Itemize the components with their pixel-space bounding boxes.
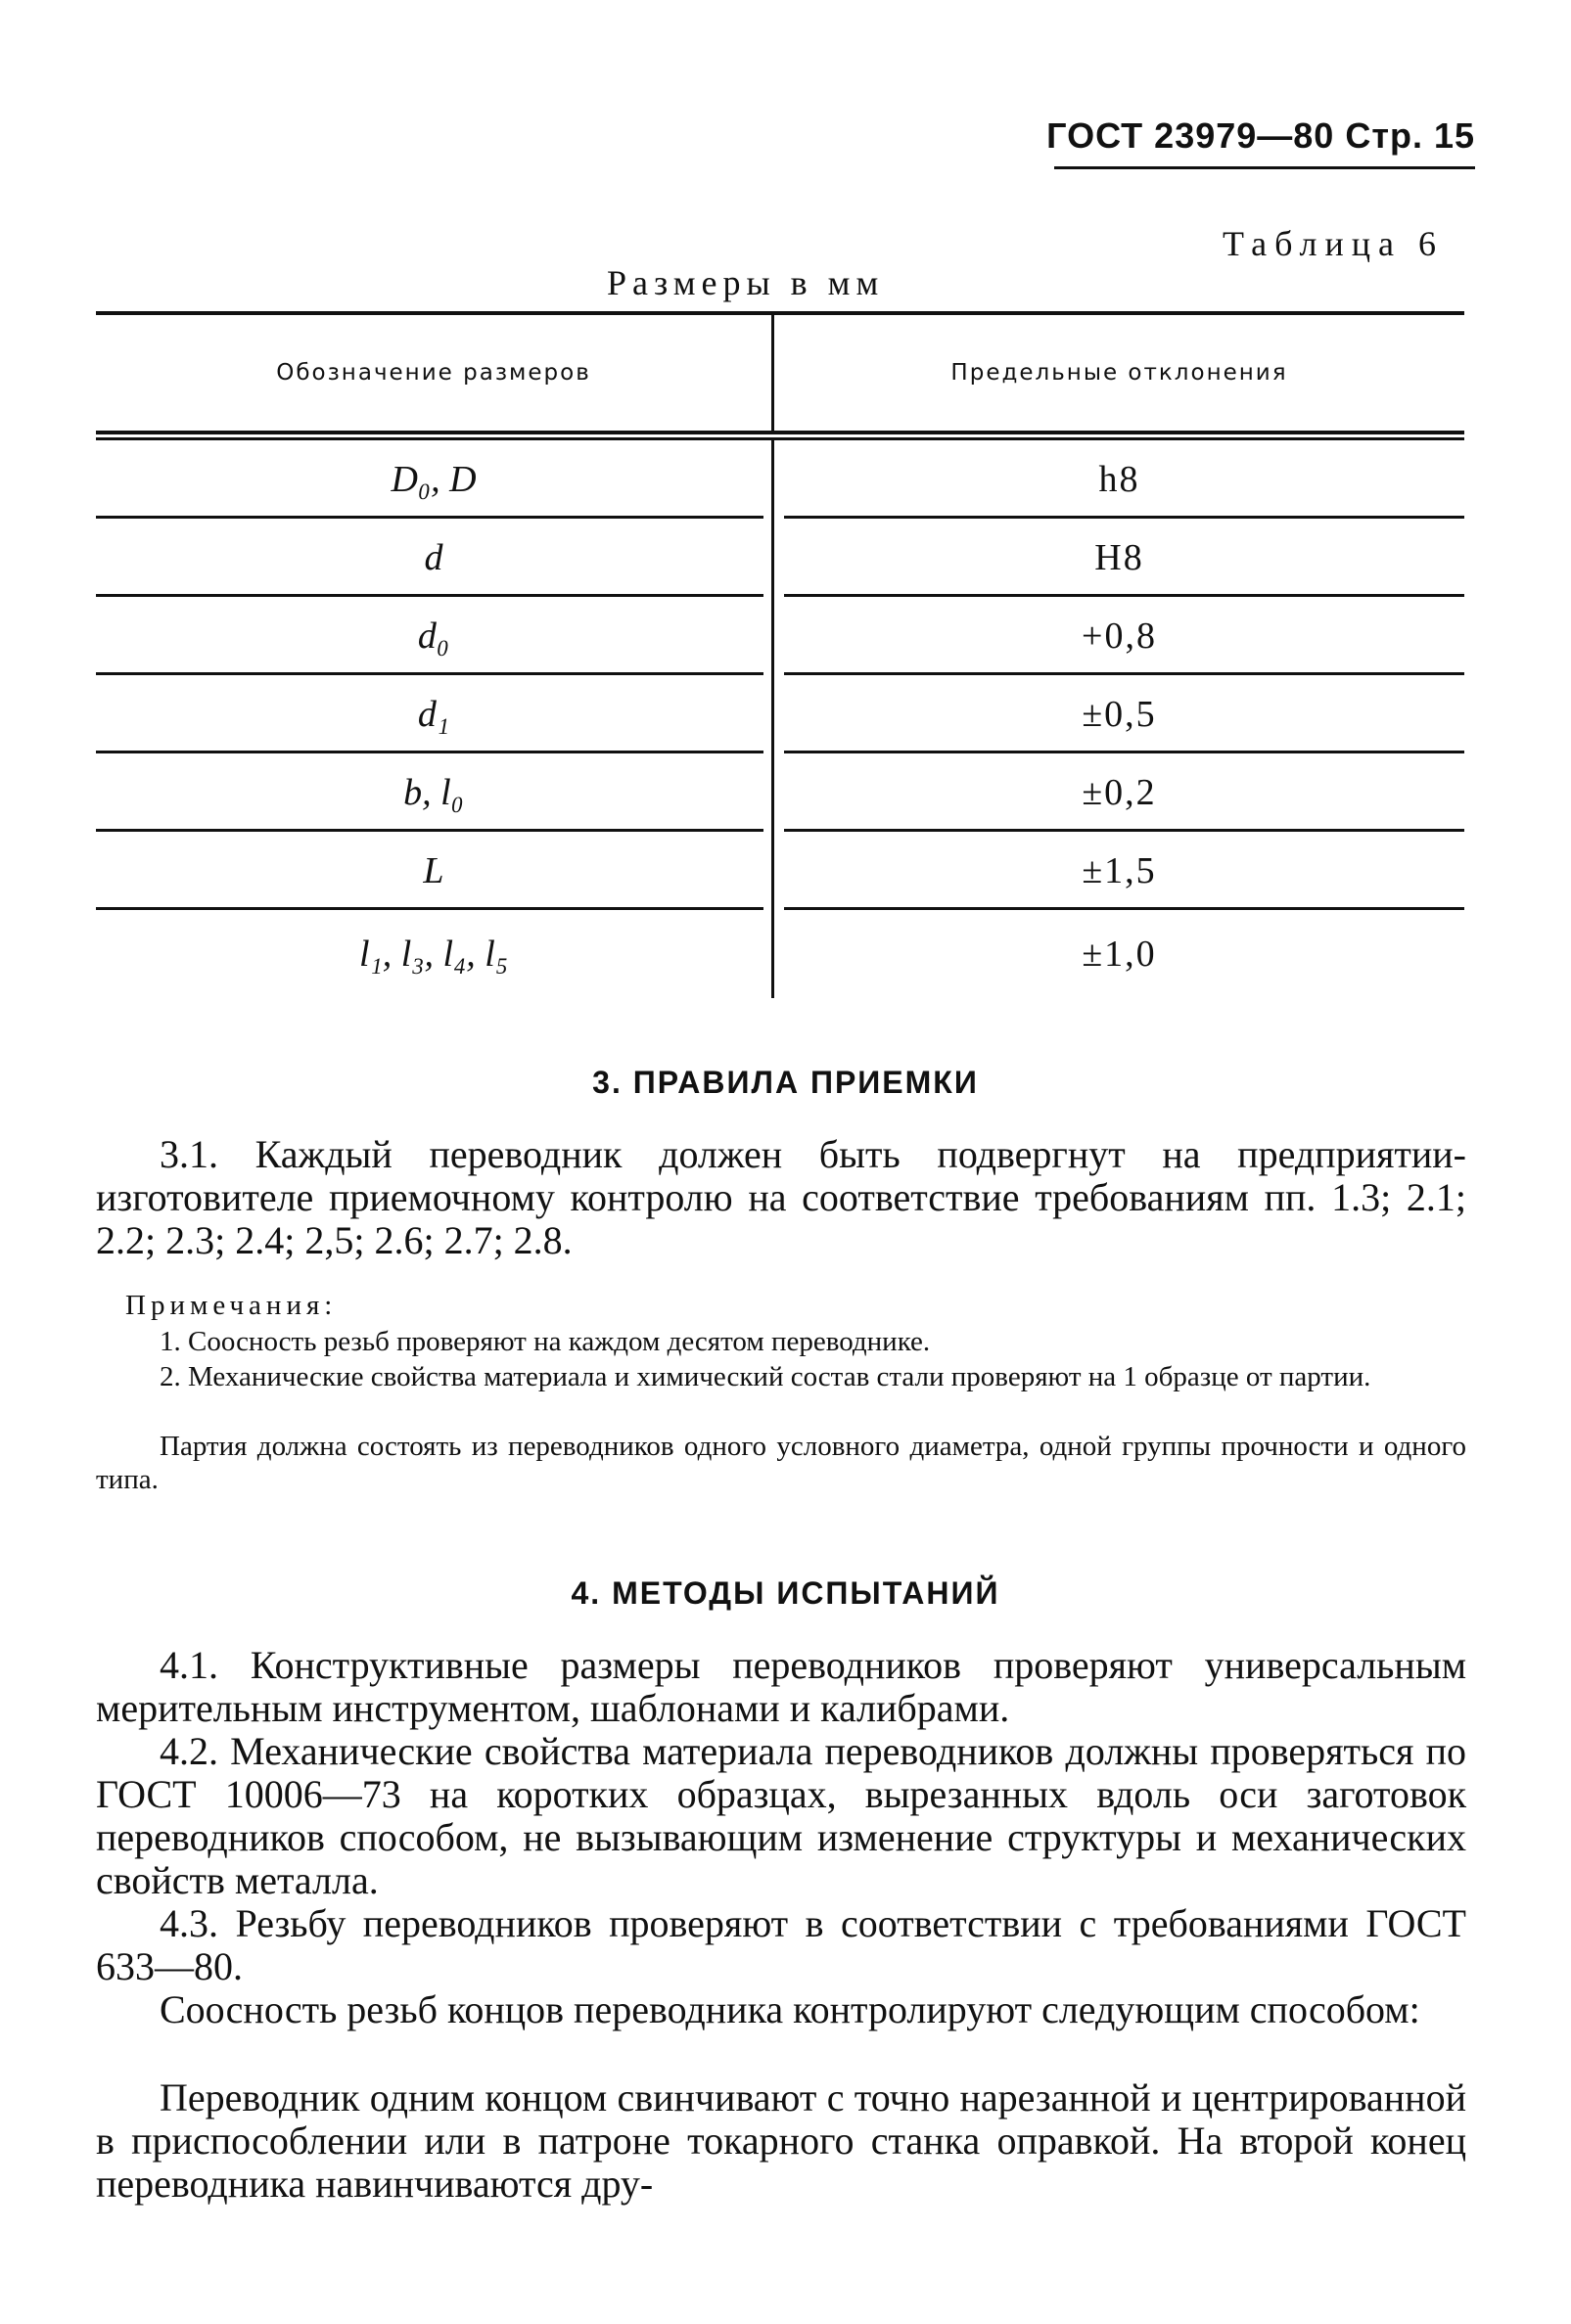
table-row xyxy=(96,519,1464,597)
header-title: ГОСТ 23979—80 Стр. 15 xyxy=(1046,115,1475,156)
cell-dimension: D₀, D xyxy=(96,440,774,519)
cell-dimension: d xyxy=(96,519,774,597)
paragraph-4-3: 4.3. Резьбу переводников проверяют в соответствии с требованиями ГОСТ 633—80. xyxy=(96,1901,1466,1988)
table-row xyxy=(96,675,1464,753)
cell-tolerance: ±0,5 xyxy=(1082,694,1157,735)
table-row xyxy=(96,597,1464,675)
table-label: Таблица 6 xyxy=(1223,224,1444,263)
paragraph-4-1: 4.1. Конструктивные размеры переводников проверяют универсальным мерительным инструментом, шаблонами и калибрами. xyxy=(96,1643,1466,1730)
section-4-title: 4. МЕТОДЫ ИСПЫТАНИЙ xyxy=(571,1575,1000,1611)
note-1: 1. Соосность резьб проверяют на каждом десятом переводнике. xyxy=(160,1326,931,1357)
page-header xyxy=(1046,115,1475,169)
col-header-tolerance: Предельные отклонения xyxy=(950,360,1288,386)
note-2: 2. Механические свойства материала и химический состав стали проверяют на 1 образце от партии. xyxy=(160,1361,1371,1392)
table-row xyxy=(96,910,1464,998)
col-header-dimension: Обозначение размеров xyxy=(96,315,774,431)
cell-tolerance: ±1,0 xyxy=(1082,934,1157,975)
paragraph-4-2: 4.2. Механические свойства материала переводников должны проверяться по ГОСТ 10006—73 на коротких образцах, вырезанных вдоль оси заготовок переводников способом, не вызывающим изменение структуры и механических свойств металла. xyxy=(96,1729,1466,1902)
note-3: Партия должна состоять из переводников одного условного диаметра, одной группы прочности и одного типа. xyxy=(96,1431,1466,1495)
notes-title: Примечания: xyxy=(125,1290,338,1321)
cell-dimension: d₁ xyxy=(96,675,774,753)
paragraph-coaxiality: Соосность резьб концов переводника контролируют следующим способом: xyxy=(160,1987,1420,2031)
cell-dimension: L xyxy=(96,832,774,910)
cell-dimension: b, l₀ xyxy=(96,753,774,832)
paragraph-3-1: 3.1. Каждый переводник должен быть подвергнут на предприятии-изготовителе приемочному контролю на соответствие требованиям пп. 1.3; 2.1; 2.2; 2.3; 2.4; 2,5; 2.6; 2.7; 2.8. xyxy=(96,1132,1466,1262)
section-3-title: 3. ПРАВИЛА ПРИЕМКИ xyxy=(592,1065,979,1100)
table-body xyxy=(96,440,1464,998)
cell-tolerance: ±1,5 xyxy=(1082,850,1157,891)
header-rule xyxy=(1054,166,1475,169)
cell-tolerance: ±0,2 xyxy=(1082,772,1157,813)
tolerance-table xyxy=(96,311,1464,998)
table-row xyxy=(96,440,1464,519)
cell-tolerance: H8 xyxy=(1094,537,1144,578)
table-units: Размеры в мм xyxy=(607,263,885,302)
table-header xyxy=(96,315,1464,434)
table-row xyxy=(96,832,1464,910)
cell-tolerance: +0,8 xyxy=(1082,615,1157,657)
paragraph-procedure: Переводник одним концом свинчивают с точно нарезанной и центрированной в приспособлении или в патроне токарного станка оправкой. На второй конец переводника навинчиваются дру- xyxy=(96,2075,1466,2206)
cell-tolerance: h8 xyxy=(1098,459,1140,500)
table-row xyxy=(96,753,1464,832)
cell-dimension: l₁, l₃, l₄, l₅ xyxy=(96,910,774,998)
cell-dimension: d₀ xyxy=(96,597,774,675)
